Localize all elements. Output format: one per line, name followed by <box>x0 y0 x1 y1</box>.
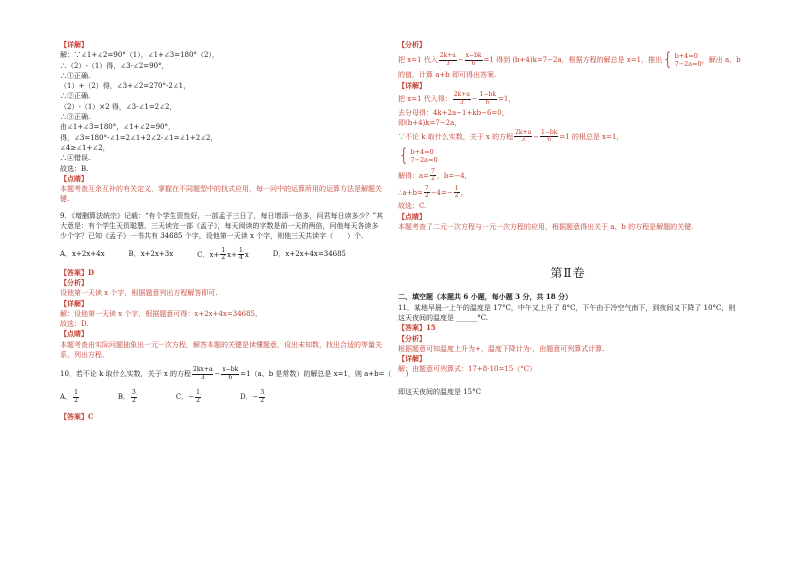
option-a: A． $\frac{1}{2}$ <box>60 389 78 404</box>
option-b: B． $\frac{3}{2}$ <box>117 389 136 404</box>
analysis-line: 把 x=1 代入 $\frac{2k+a}{3}$ − $\frac{x-bk}{6}$ =1 得到 (b+4)k=7−2a，根据方程的解总是 x=1，推出 { b+4=0 7−2a=0 ，解出 a、b <box>398 49 741 71</box>
option-d: D．x+2x+4x=34685 <box>272 250 347 259</box>
answer-tag: 【答案】C <box>60 412 94 422</box>
detail-line: 故选：C. <box>398 202 427 211</box>
detail-line: ∵不论 k 取什么实数，关于 x 的方程 $\frac{2k+a}{3}$ − $\frac{1-bk}{6}$ =1 的根总是 x=1， <box>398 128 624 144</box>
question-10-text: 10．若不论 k 取什么实数，关于 x 的方程 $\frac{2kx+a}{3}$ − $\frac{x-bk}{6}$ =1（a、b 是常数）的解总是 x=1，则 a+b=（ ） <box>60 366 413 381</box>
detail-line: 即(b+4)k=7−2a， <box>398 119 462 128</box>
question-9-text: 大意是：有个学生天资聪慧，三天读完一部《孟子》，每天阅读的字数是前一天的两倍，问他每天各读多 <box>60 222 379 231</box>
detail-line: 去分母得：4k+2a−1+kb−6=0， <box>398 108 509 117</box>
option-d: D．− $\frac{3}{2}$ <box>239 389 265 404</box>
answer-tag: 【答案】15 <box>398 323 436 333</box>
detail-line: 解：由题意可列算式：17+8-10=15（°C） <box>398 365 537 374</box>
solution-line: ∴④错误. <box>60 154 91 163</box>
solution-line: ∠4≥∠1+∠2， <box>60 143 110 152</box>
equation-system: { b+4=0 7−2a=0 <box>400 145 438 167</box>
solution-line: 解：∵∠1+∠2=90°（1），∠1+∠3=180°（2）， <box>60 51 219 60</box>
comment-line: 本题考查了二元一次方程与一元一次方程的应用，根据题意得出关于 a、b 的方程是解题的关键. <box>398 223 694 232</box>
section-title: 第Ⅱ卷 <box>550 266 586 281</box>
question-9-text: 少个字？已知《孟子》一书共有 34685 个字，设他第一天读 x 个字，则他三天共读字（ ）个. <box>60 232 364 241</box>
comment-line: 本题考查互余互补的有关定义，掌握在不同题型中的找式应用，每一问中的运算所用的运算方法是解题关 <box>60 185 382 194</box>
option-c: C．x+ $\frac{1}{2}$ x+ $\frac{1}{4}$ x <box>197 246 249 262</box>
section-heading: 二、填空题（本题共 6 小题，每小题 3 分，共 18 分） <box>398 292 573 302</box>
question-11-text: 11．某地早晨一上午的温度是 17°C，中午又上升了 8°C，下午由于冷空气南下，到夜间又下降了 10°C，则 <box>398 303 736 312</box>
solution-line: （2）-（1）×2 得，∠3-∠1=2∠2， <box>60 102 177 111</box>
detail-tag: 【详解】 <box>398 80 426 90</box>
solution-line: 由∠1+∠3=180°，∠1+∠2=90°， <box>60 123 176 132</box>
detail-line: 把 x=1 代入得： $\frac{2k+a}{3}$ − $\frac{1-bk}{6}$ =1， <box>398 91 516 106</box>
solution-line: ∴②正确. <box>60 92 91 101</box>
solution-line: ∴①正确. <box>60 71 91 80</box>
fraction: $\frac{x-bk}{6}$ <box>222 366 239 381</box>
comment-line: 系，列出方程. <box>60 351 105 360</box>
right-column <box>398 40 741 397</box>
fraction: $\frac{2kx+a}{3}$ <box>193 366 213 381</box>
comment-tag: 【点睛】 <box>60 329 88 339</box>
fraction: $\frac{1}{4}$ <box>239 246 243 262</box>
analysis-line: 的值，计算 a+b 即可得出答案. <box>398 71 497 80</box>
comment-line: 本题考查由实际问题抽象出一元一次方程，解答本题的关键是读懂题意，设出未知数，找出合适的等量关 <box>60 340 382 349</box>
question-9-options <box>60 248 390 262</box>
detail-line: 故选：D. <box>60 320 89 329</box>
solution-line: （1）+（2）得，∠3+∠2=270°-2∠1， <box>60 82 191 91</box>
detail-tag: 【详解】 <box>60 298 88 308</box>
fraction: $\frac{1}{2}$ <box>221 246 226 262</box>
detail-tag: 【详解】 <box>398 354 426 364</box>
detail-line: 解：设他第一天读 x 个字，根据题意可得：x+2x+4x=34685， <box>60 309 263 318</box>
analysis-line: 根据题意可知温度上升为+，温度下降计为-，由题意可列算式计算. <box>398 344 605 353</box>
answer-tag: 【答案】D <box>60 267 95 277</box>
analysis-line: 设他第一天读 x 个字，根据题意列出方程解答即可. <box>60 289 218 298</box>
comment-tag: 【点睛】 <box>60 173 88 183</box>
solution-line: ∴（2）-（1）得，∠3-∠2=90°， <box>60 61 169 70</box>
analysis-tag: 【分析】 <box>60 277 88 287</box>
option-c: C．− $\frac{1}{2}$ <box>175 389 200 404</box>
detail-tag: 【详解】 <box>60 40 88 49</box>
question-11-text: 这天夜间的温度是 ______°C. <box>398 313 489 322</box>
solution-line: ∴③正确. <box>60 113 91 122</box>
analysis-tag: 【分析】 <box>398 40 426 49</box>
option-a: A．x+2x+4x <box>60 250 105 259</box>
analysis-tag: 【分析】 <box>398 333 426 343</box>
conclusion-line: 即这天夜间的温度是 15°C <box>398 387 481 396</box>
comment-line: 键. <box>60 195 70 204</box>
comment-tag: 【点睛】 <box>398 211 426 221</box>
question-9-text: 9．《增删算法统宗》记载：“有个学生资性好，一部孟子三日了，每日增添一倍多，问君每日读多少？”其 <box>60 211 384 220</box>
detail-line: 解得：a= $\frac{7}{2}$ ，b=−4， <box>398 167 472 183</box>
solution-line: 故选：B. <box>60 164 89 173</box>
solution-line: 得，∠3=180°-∠1=2∠1+2∠2-∠1=∠1+2∠2， <box>60 133 218 142</box>
option-b: B．x+2x+3x <box>128 250 174 259</box>
question-10-options <box>60 388 390 406</box>
detail-line: ∴a+b= $\frac{7}{2}$ −4=− $\frac{1}{2}$ ， <box>398 184 468 200</box>
equation-system: { b+4=0 7−2a=0 <box>664 49 702 71</box>
